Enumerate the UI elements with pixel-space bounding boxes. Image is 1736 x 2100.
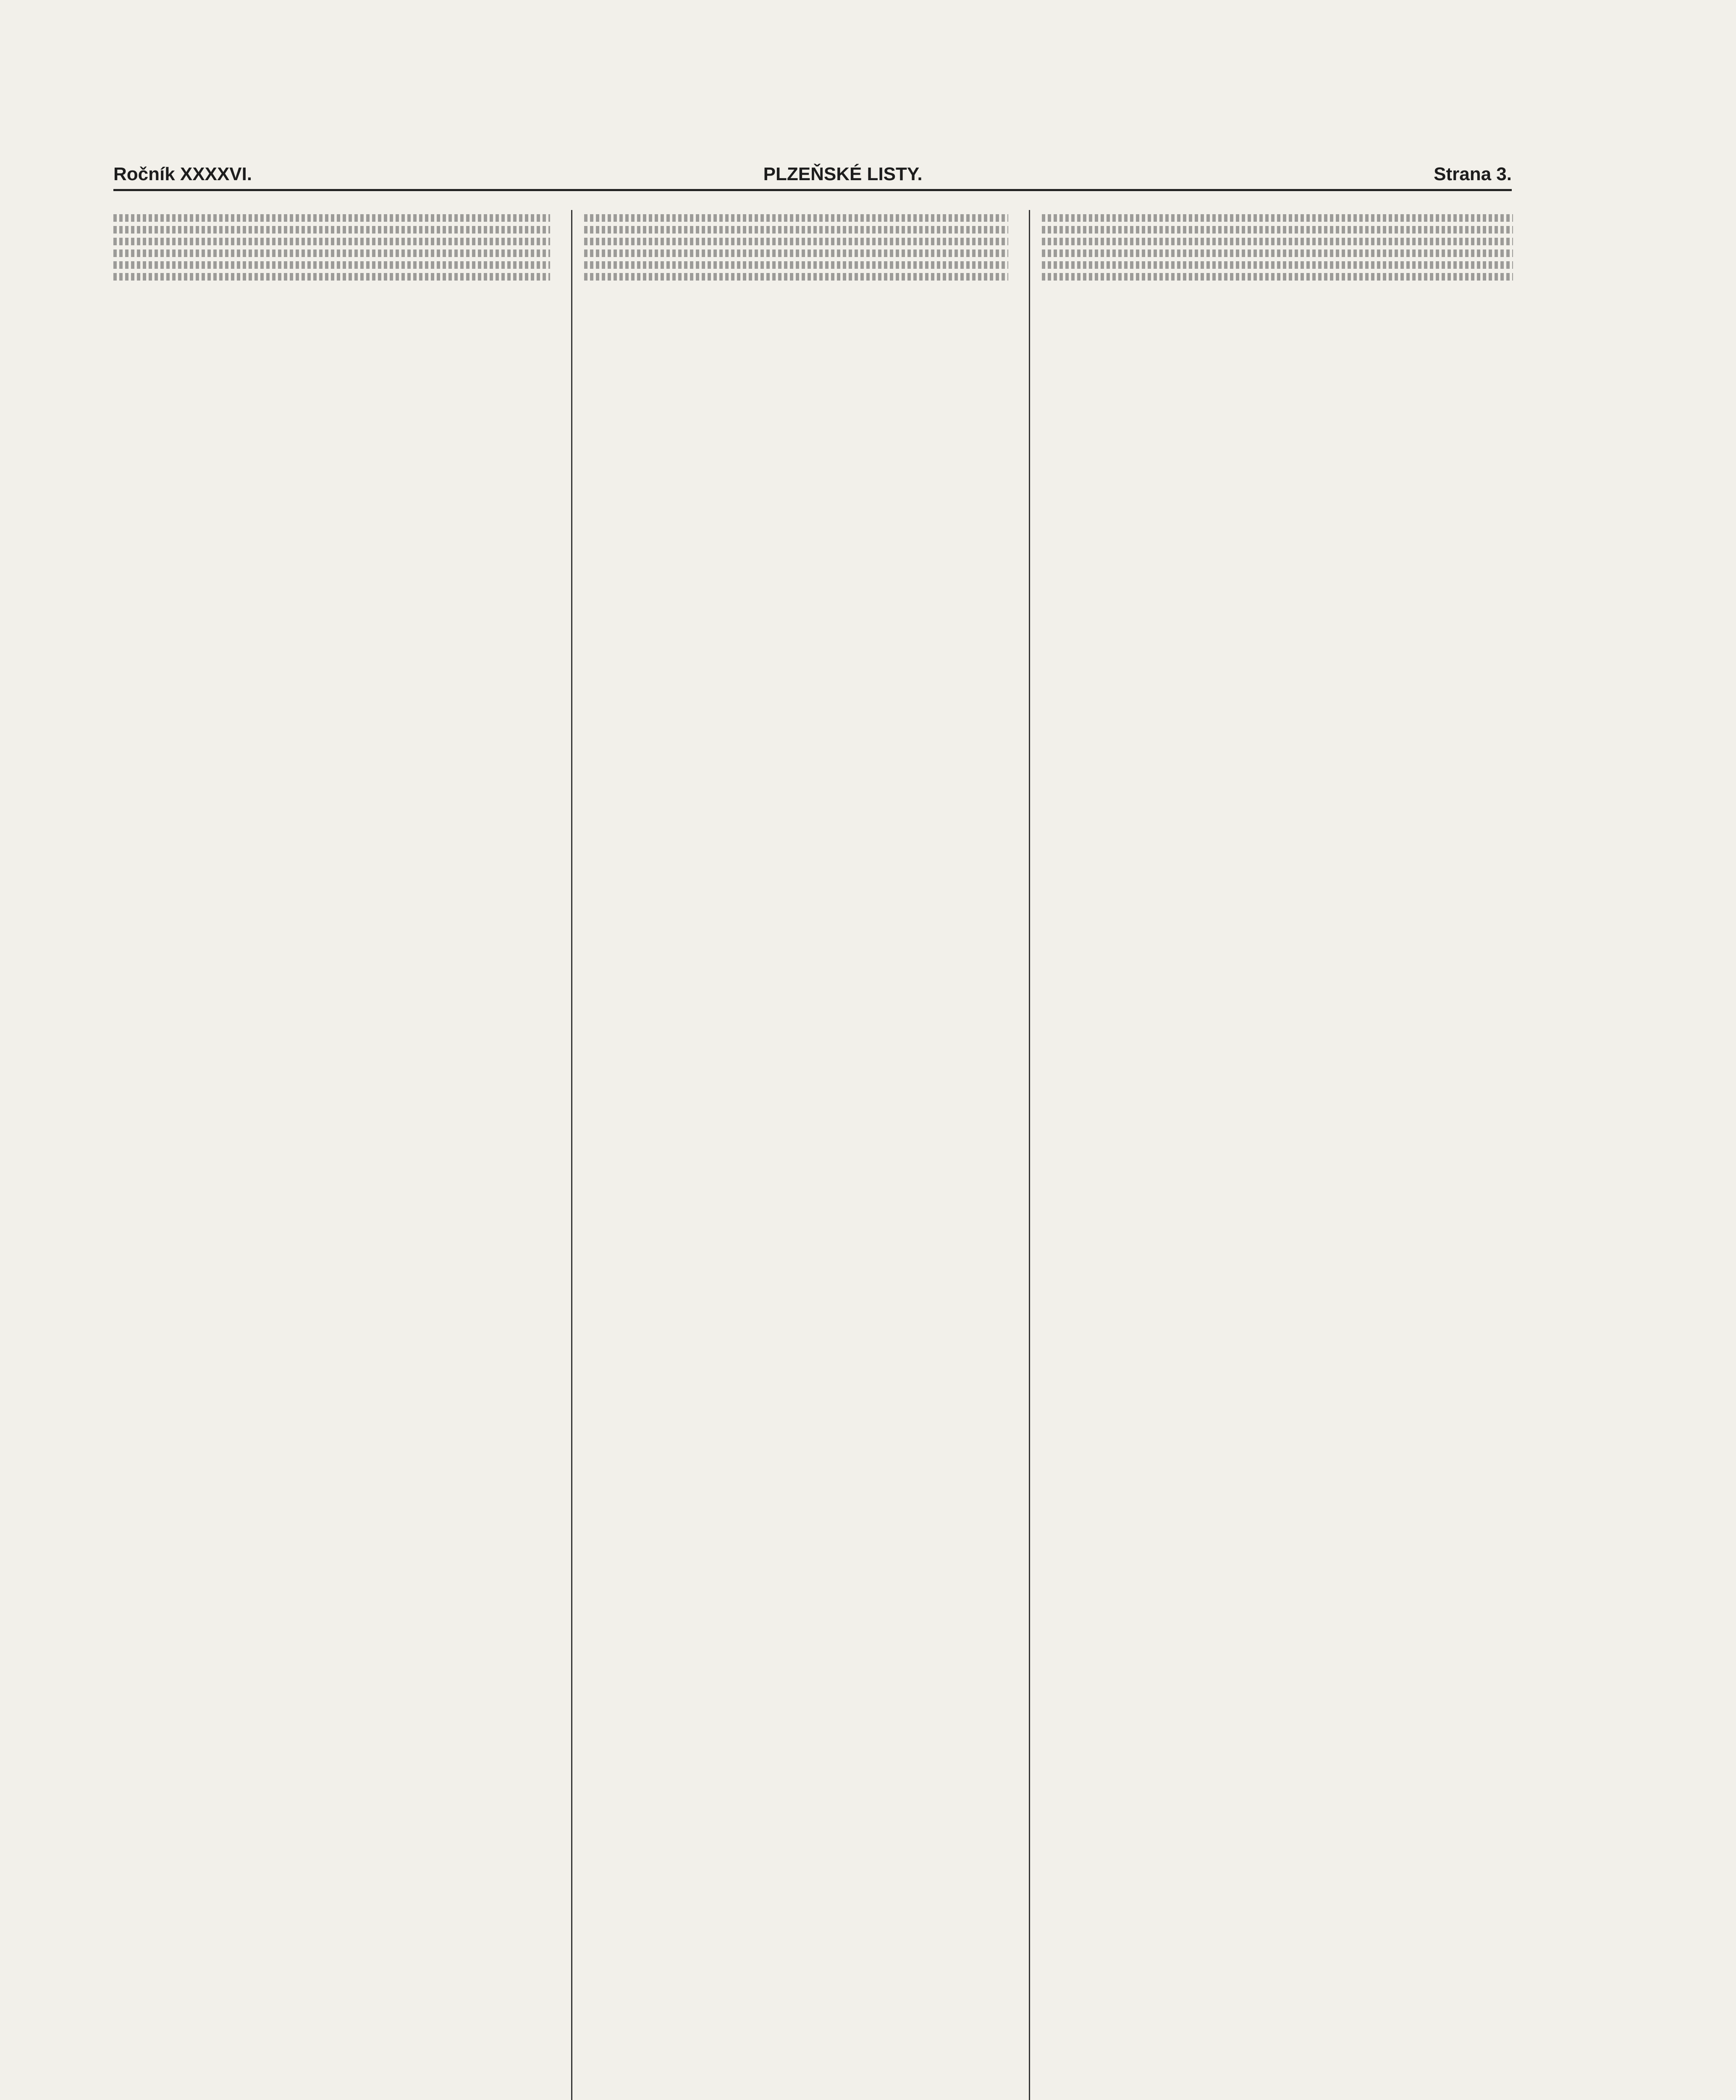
text-line <box>113 273 550 281</box>
newspaper-page <box>113 155 1512 2100</box>
text-line <box>1042 249 1513 257</box>
text-line <box>1042 261 1513 269</box>
text-line <box>1042 226 1513 234</box>
newspaper-title: PLZEŇSKÉ LISTY. <box>763 164 923 184</box>
text-line <box>584 226 1008 234</box>
text-line <box>1042 214 1513 222</box>
text-line <box>1042 238 1513 245</box>
text-line <box>584 238 1008 245</box>
column-1 <box>113 210 550 2100</box>
volume-label: Ročník XXXXVI. <box>113 164 252 184</box>
text-line <box>113 238 550 245</box>
page-number: Strana 3. <box>1434 164 1512 184</box>
text-line <box>113 261 550 269</box>
text-line <box>584 261 1008 269</box>
text-line <box>584 273 1008 281</box>
text-line <box>584 249 1008 257</box>
text-line <box>584 214 1008 222</box>
text-line <box>113 214 550 222</box>
column-2 <box>571 210 1008 2100</box>
text-line <box>113 249 550 257</box>
page-header <box>113 155 1512 191</box>
text-line <box>113 226 550 234</box>
column-3 <box>1029 210 1513 2100</box>
text-line <box>1042 273 1513 281</box>
